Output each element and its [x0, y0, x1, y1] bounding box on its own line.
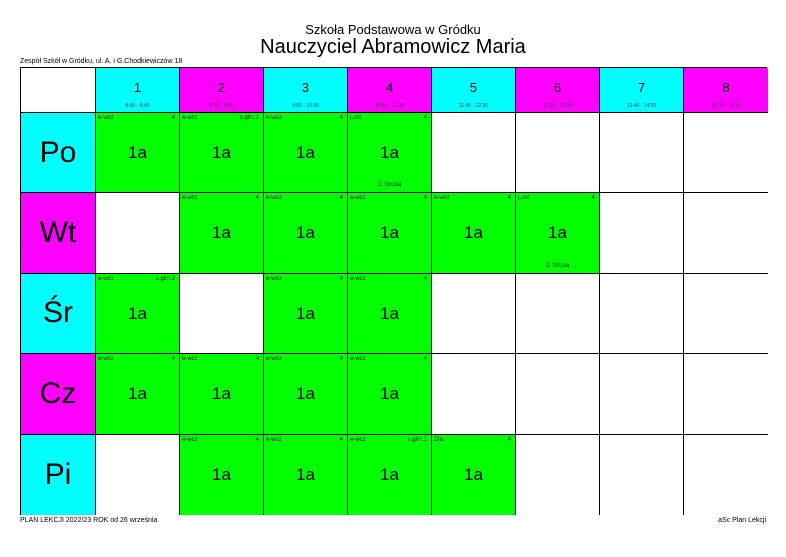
- empty-slot: [600, 113, 684, 193]
- empty-slot: [600, 435, 684, 515]
- empty-slot: [432, 113, 516, 193]
- lesson-subject: e-wcz: [350, 436, 366, 443]
- lesson-cell[interactable]: [432, 435, 516, 515]
- empty-slot: [180, 274, 264, 354]
- lesson-class: 1a: [296, 223, 315, 243]
- lesson-class: 1a: [296, 303, 315, 323]
- empty-slot: [432, 274, 516, 354]
- lesson-room: 4: [339, 356, 343, 363]
- lesson-room: 4: [591, 195, 595, 202]
- lesson-subject: e-wcz: [182, 195, 198, 202]
- lesson-subject: e-wcz: [266, 356, 282, 363]
- lesson-class: 1a: [380, 223, 399, 243]
- day-label-cell: [21, 274, 96, 354]
- empty-slot: [432, 354, 516, 434]
- lesson-room: 4: [423, 275, 427, 282]
- lesson-class: 1a: [296, 384, 315, 404]
- lesson-subject: e-wcz: [350, 275, 366, 282]
- empty-slot: [96, 193, 180, 273]
- lesson-cell[interactable]: [96, 354, 180, 434]
- lesson-class: 1a: [380, 384, 399, 404]
- day-label-cell: [21, 354, 96, 434]
- lesson-subject: e-wcz: [350, 195, 366, 202]
- period-header-8: [684, 68, 768, 113]
- empty-slot: [516, 113, 600, 193]
- empty-slot: [684, 113, 768, 193]
- timetable-grid: [20, 67, 767, 515]
- period-header-2: [180, 68, 264, 113]
- period-number: 4: [385, 80, 394, 95]
- lesson-room: 4: [171, 115, 175, 121]
- lesson-cell[interactable]: [348, 274, 432, 354]
- lesson-subject: e-wcz: [266, 275, 282, 282]
- lesson-class: 1a: [464, 464, 483, 484]
- period-time: 14:30 - 15:15: [711, 103, 741, 109]
- lesson-room: 4: [171, 356, 175, 363]
- lesson-class: 1a: [380, 143, 399, 162]
- period-time: 10:45 - 11:30: [374, 103, 405, 109]
- lesson-class: 1a: [548, 223, 567, 243]
- lesson-subject: e-wcz: [98, 115, 114, 121]
- lesson-class: 1a: [128, 384, 147, 404]
- lesson-cell[interactable]: [432, 193, 516, 273]
- day-name: Pi: [44, 457, 72, 491]
- period-header-3: [264, 68, 348, 113]
- lesson-subject: e-wcz: [98, 356, 114, 363]
- lesson-class: 1a: [380, 464, 399, 484]
- lesson-room: 4: [339, 115, 343, 121]
- empty-slot: [684, 193, 768, 273]
- lesson-subject: e-wcz: [182, 436, 198, 443]
- period-header-5: [432, 68, 516, 113]
- lesson-cell[interactable]: [96, 113, 180, 193]
- lesson-cell[interactable]: [348, 193, 432, 273]
- lesson-room: 4: [255, 436, 259, 443]
- lesson-class: 1a: [128, 303, 147, 323]
- empty-slot: [684, 435, 768, 515]
- lesson-cell[interactable]: [348, 354, 432, 434]
- lesson-subject: e-wcz: [266, 115, 282, 121]
- lesson-room: s.gim.1: [239, 115, 259, 121]
- empty-slot: [600, 354, 684, 434]
- lesson-room: 4: [423, 115, 427, 121]
- lesson-class: 1a: [212, 464, 231, 484]
- period-time: 11:45 - 12:30: [458, 103, 489, 109]
- empty-slot: [516, 274, 600, 354]
- period-number: 7: [637, 80, 646, 95]
- lesson-subject: e-wcz: [182, 115, 198, 121]
- school-name: Szkoła Podstawowa w Gródku: [305, 22, 481, 37]
- lesson-subject: j.ukr: [350, 115, 362, 121]
- lesson-class: 1a: [212, 143, 231, 162]
- lesson-room: 4: [255, 356, 259, 363]
- lesson-cell[interactable]: [96, 274, 180, 354]
- lesson-cell[interactable]: [264, 274, 348, 354]
- period-header-4: [348, 68, 432, 113]
- lesson-subject: e-wcz: [266, 195, 282, 202]
- lesson-class: 1a: [296, 143, 315, 162]
- lesson-room: s.gim.1: [407, 436, 427, 443]
- corner-cell: [21, 68, 96, 113]
- lesson-subject: e-wcz: [434, 195, 450, 202]
- lesson-group: 2. Grupa: [377, 182, 402, 189]
- lesson-cell[interactable]: [180, 113, 264, 193]
- lesson-cell[interactable]: [264, 193, 348, 273]
- lesson-subject: e-wcz: [266, 436, 282, 443]
- lesson-cell[interactable]: [180, 354, 264, 434]
- empty-slot: [684, 354, 768, 434]
- lesson-room: 4: [423, 195, 427, 202]
- teacher-title: Nauczyciel Abramowicz Maria: [260, 36, 526, 58]
- day-name: Po: [39, 135, 77, 169]
- lesson-cell[interactable]: [348, 435, 432, 515]
- lesson-cell[interactable]: [264, 113, 348, 193]
- lesson-room: 4: [339, 195, 343, 202]
- footer-app-name: aSc Plan Lekcji: [718, 517, 766, 524]
- empty-slot: [516, 354, 600, 434]
- period-time: 9:50 - 10:35: [292, 103, 319, 109]
- lesson-room: 4: [507, 436, 511, 443]
- period-number: 5: [469, 80, 478, 95]
- lesson-room: 4: [255, 195, 259, 202]
- day-label-cell: [21, 113, 96, 193]
- lesson-class: 1a: [380, 303, 399, 323]
- day-label-cell: [21, 435, 96, 515]
- lesson-subject: e-wcz: [350, 356, 366, 363]
- lesson-cell[interactable]: [180, 435, 264, 515]
- lesson-class: 1a: [464, 223, 483, 243]
- lesson-class: 1a: [296, 464, 315, 484]
- period-number: 6: [553, 80, 562, 95]
- lesson-room: s.gim.2: [155, 275, 175, 282]
- empty-slot: [684, 274, 768, 354]
- lesson-room: 4: [339, 275, 343, 282]
- lesson-room: 4: [339, 436, 343, 443]
- lesson-cell[interactable]: [264, 354, 348, 434]
- period-number: 2: [217, 80, 226, 95]
- lesson-room: 4: [423, 356, 427, 363]
- lesson-class: 1a: [212, 384, 231, 404]
- period-time: 8:00 - 8:45: [125, 103, 150, 109]
- lesson-cell[interactable]: [264, 435, 348, 515]
- period-number: 8: [722, 80, 730, 95]
- period-header-1: [96, 68, 180, 113]
- day-name: Śr: [43, 296, 73, 330]
- day-name: Cz: [39, 376, 77, 410]
- day-label-cell: [21, 193, 96, 273]
- lesson-cell[interactable]: [516, 193, 600, 273]
- period-time: 13:40 - 14:25: [626, 103, 657, 109]
- lesson-subject: e-wcz: [182, 356, 198, 363]
- period-number: 1: [133, 80, 142, 95]
- lesson-cell[interactable]: [348, 113, 432, 193]
- day-name: Wt: [39, 216, 77, 250]
- period-header-7: [600, 68, 684, 113]
- lesson-cell[interactable]: [180, 193, 264, 273]
- empty-slot: [516, 435, 600, 515]
- empty-slot: [600, 274, 684, 354]
- lesson-subject: j.ukr: [518, 195, 530, 202]
- period-header-6: [516, 68, 600, 113]
- lesson-room: 4: [507, 195, 511, 202]
- lesson-class: 1a: [212, 223, 231, 243]
- empty-slot: [600, 193, 684, 273]
- school-address: Zespół Szkół w Gródku, ul. A. i G.Chodkiewiczów 18: [20, 58, 183, 65]
- lesson-class: 1a: [128, 143, 147, 162]
- lesson-subject: Zru: [434, 436, 443, 443]
- period-time: 12:45 - 13:30: [542, 103, 573, 109]
- lesson-group: 2. Grupa: [545, 262, 570, 269]
- period-number: 3: [301, 80, 310, 95]
- period-time: 8:55 - 9:40: [209, 103, 234, 109]
- lesson-subject: e-wcz: [98, 275, 114, 282]
- footer-plan-info: PLAN LEKCJI 2022/23 ROK od 26 września: [20, 517, 158, 524]
- empty-slot: [96, 435, 180, 515]
